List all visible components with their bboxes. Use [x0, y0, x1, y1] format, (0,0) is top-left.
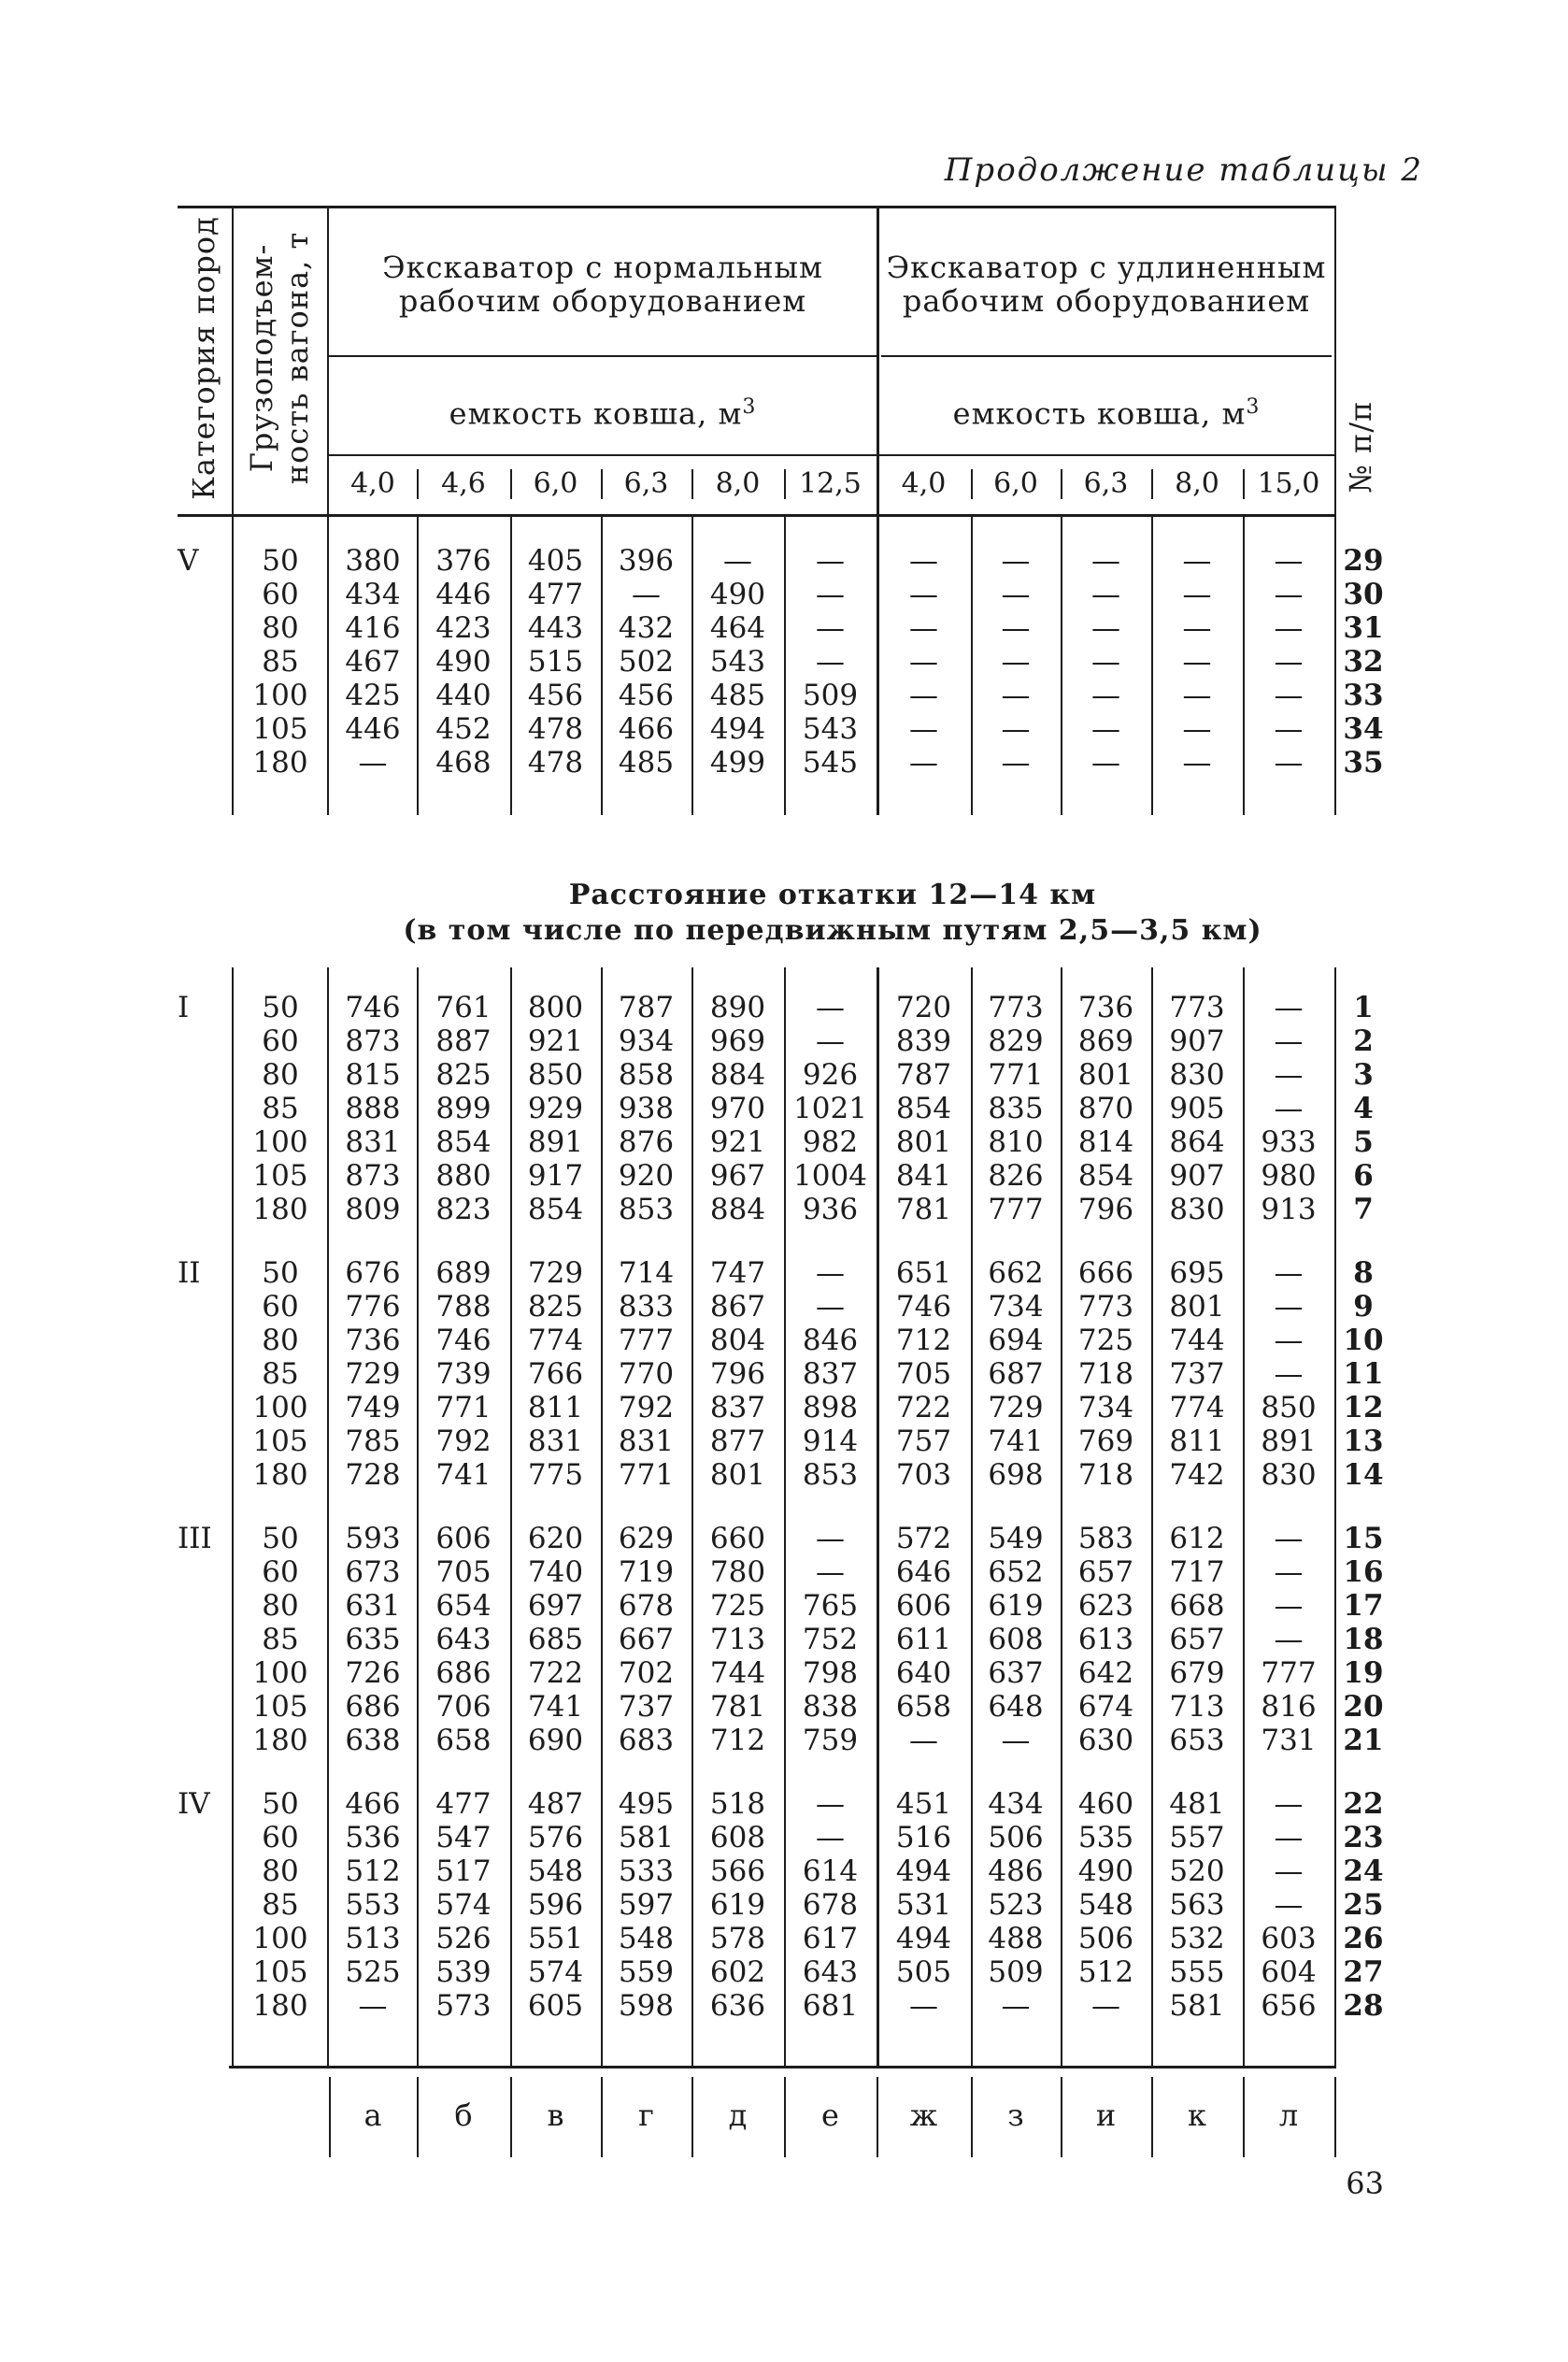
- value-column-в: 487 576 548 596 551 574 605: [527, 1787, 584, 2023]
- value-column-з: — — — — — — —: [1001, 544, 1031, 780]
- value-column-а: 466 536 512 553 513 525 —: [345, 1787, 401, 2023]
- sizes-top-rule: [329, 454, 1336, 456]
- value-column-з: 662 734 694 687 729 741 698: [988, 1256, 1044, 1492]
- bucket-normal-header: [329, 391, 877, 431]
- bucket-long-text: емкость ковша, м: [952, 395, 1247, 432]
- letter-sep: [329, 2077, 331, 2157]
- capacity-header-line1: Грузоподъем-: [244, 243, 279, 473]
- value-column-д: 660 780 725 713 744 781 712: [709, 1522, 766, 1757]
- row-number-list: 8 9 10 11 12 13 14: [1343, 1256, 1384, 1492]
- value-column-а: 593 673 631 635 726 686 638: [345, 1522, 401, 1757]
- column-letter-е: е: [821, 2097, 839, 2133]
- bucket-size-10: 15,0: [1257, 467, 1320, 500]
- capacity-header-line2: ность вагона, т: [279, 231, 315, 485]
- bucket-size-0: 4,0: [350, 467, 395, 500]
- letter-sep: [1334, 2077, 1336, 2157]
- continued-label: Продолжение таблицы 2: [944, 151, 1423, 189]
- long-equipment-header: [881, 251, 1332, 318]
- value-column-з: 549 652 619 608 637 648 —: [988, 1522, 1044, 1757]
- long-group-rule: [881, 355, 1332, 357]
- header-vsep: [232, 206, 234, 514]
- bucket-size-3: 6,3: [623, 467, 669, 500]
- value-column-з: 434 506 486 523 488 509 —: [988, 1787, 1044, 2023]
- letter-sep: [971, 2077, 973, 2157]
- bucket-normal-text: емкость ковша, м: [449, 395, 743, 432]
- letter-sep: [784, 2077, 786, 2157]
- value-column-г: 629 719 678 667 702 737 683: [618, 1522, 675, 1757]
- size-sep: [691, 469, 693, 499]
- size-sep: [601, 469, 603, 499]
- value-column-л: — — — — — — —: [1274, 544, 1304, 780]
- size-sep: [971, 469, 973, 499]
- value-column-з: 773 829 771 835 810 826 777: [988, 991, 1044, 1226]
- letter-sep: [417, 2077, 419, 2157]
- value-column-б: 376 446 423 490 440 452 468: [435, 544, 492, 780]
- value-column-в: 620 740 697 685 722 741 690: [527, 1522, 584, 1757]
- category-label: II: [178, 1256, 201, 1290]
- category-label: IV: [178, 1787, 210, 1821]
- category-header: Категория пород: [186, 216, 221, 500]
- long-header-line1: Экскаватор с удлиненным: [886, 250, 1327, 285]
- wagon-capacity-list: 50 60 80 85 100 105 180: [252, 991, 308, 1226]
- value-column-ж: 651 746 712 705 722 757 703: [895, 1256, 952, 1492]
- value-column-а: 746 873 815 888 831 873 809: [345, 991, 401, 1226]
- value-column-ж: 572 646 606 611 640 658 —: [895, 1522, 952, 1757]
- row-number-list: 22 23 24 25 26 27 28: [1343, 1787, 1384, 2023]
- value-column-и: 460 535 490 548 506 512 —: [1077, 1787, 1134, 2023]
- bucket-long-header: [881, 391, 1332, 431]
- bucket-size-7: 6,0: [993, 467, 1038, 500]
- letter-sep: [601, 2077, 603, 2157]
- value-column-и: 583 657 623 613 642 674 630: [1077, 1522, 1134, 1757]
- value-column-б: 477 547 517 574 526 539 573: [435, 1787, 492, 2023]
- size-sep: [1151, 469, 1153, 499]
- bucket-size-5: 12,5: [799, 467, 862, 500]
- section-caption-line1: Расстояние откатки 12—14 км: [568, 879, 1097, 911]
- letter-sep: [691, 2077, 693, 2157]
- value-column-в: 729 825 774 766 811 831 775: [527, 1256, 584, 1492]
- value-column-г: 787 934 858 938 876 920 853: [618, 991, 675, 1226]
- value-column-е: — — 926 1021 982 1004 936: [793, 991, 867, 1226]
- header-top-rule: [178, 206, 1336, 208]
- value-column-е: — — — — 509 543 545: [802, 544, 859, 780]
- value-column-ж: 720 839 787 854 801 841 781: [895, 991, 952, 1226]
- bucket-size-2: 6,0: [533, 467, 578, 500]
- category-label: I: [178, 991, 190, 1024]
- size-sep: [510, 469, 512, 499]
- column-letter-к: к: [1188, 2097, 1206, 2133]
- column-letter-д: д: [728, 2097, 748, 2133]
- value-column-д: 747 867 804 796 837 877 801: [709, 1256, 766, 1492]
- wagon-capacity-list: 50 60 80 85 100 105 180: [252, 1522, 308, 1757]
- number-header: № п/п: [1343, 400, 1378, 494]
- bucket-size-8: 6,3: [1083, 467, 1129, 500]
- column-letter-а: а: [363, 2097, 382, 2133]
- value-column-д: 518 608 566 619 578 602 636: [709, 1787, 766, 2023]
- long-header-line2: рабочим оборудованием: [902, 283, 1311, 319]
- value-column-е: — — 765 752 798 838 759: [802, 1522, 859, 1757]
- bucket-size-6: 4,0: [901, 467, 947, 500]
- value-column-и: 736 869 801 870 814 854 796: [1077, 991, 1134, 1226]
- column-letter-б: б: [454, 2097, 473, 2133]
- value-column-к: 481 557 520 563 532 555 581: [1169, 1787, 1225, 2023]
- size-sep: [1061, 469, 1062, 499]
- normal-group-rule: [329, 355, 877, 357]
- letter-sep: [510, 2077, 512, 2157]
- letter-sep: [1243, 2077, 1245, 2157]
- category-label: III: [178, 1522, 212, 1555]
- value-column-г: 714 833 777 770 792 831 771: [618, 1256, 675, 1492]
- letter-sep: [877, 2077, 878, 2157]
- size-sep: [1243, 469, 1245, 499]
- value-column-к: 695 801 744 737 774 811 742: [1169, 1256, 1225, 1492]
- normal-header-line1: Экскаватор с нормальным: [382, 250, 823, 285]
- value-column-е: — — 846 837 898 914 853: [802, 1256, 859, 1492]
- column-letter-г: г: [638, 2097, 654, 2133]
- value-column-в: 405 477 443 515 456 478 478: [527, 544, 584, 780]
- value-column-и: — — — — — — —: [1091, 544, 1120, 780]
- size-sep: [784, 469, 786, 499]
- column-letter-ж: ж: [909, 2097, 938, 2133]
- value-column-г: 495 581 533 597 548 559 598: [618, 1787, 675, 2023]
- bucket-size-4: 8,0: [715, 467, 761, 500]
- column-letter-и: и: [1095, 2097, 1117, 2133]
- page-number: 63: [1346, 2166, 1384, 2201]
- normal-header-line2: рабочим оборудованием: [398, 283, 807, 319]
- bucket-normal-unit-sup: 3: [742, 395, 757, 419]
- row-number-list: 1 2 3 4 5 6 7: [1353, 991, 1374, 1226]
- header-bottom-rule: [178, 514, 1336, 517]
- value-column-б: 689 788 746 739 771 792 741: [435, 1256, 492, 1492]
- wagon-capacity-list: 50 60 80 85 100 105 180: [252, 1787, 308, 2023]
- letter-sep: [1151, 2077, 1153, 2157]
- row-number-list: 29 30 31 32 33 34 35: [1343, 544, 1384, 780]
- value-column-б: 606 705 654 643 686 706 658: [435, 1522, 492, 1757]
- wagon-capacity-list: 50 60 80 85 100 105 180: [252, 544, 308, 780]
- value-column-к: 612 717 668 657 679 713 653: [1169, 1522, 1225, 1757]
- value-column-в: 800 921 850 929 891 917 854: [527, 991, 584, 1226]
- value-column-л: — — — — 777 816 731: [1261, 1522, 1317, 1757]
- column-letter-в: в: [547, 2097, 564, 2133]
- value-column-г: 396 — 432 502 456 466 485: [618, 544, 675, 780]
- section-caption-line2: (в том числе по передвижным путям 2,5—3,5 км): [403, 914, 1262, 947]
- bucket-long-unit-sup: 3: [1246, 395, 1261, 419]
- value-column-к: — — — — — — —: [1182, 544, 1212, 780]
- bucket-size-9: 8,0: [1175, 467, 1219, 500]
- column-letter-з: з: [1007, 2097, 1024, 2133]
- row-number-list: 15 16 17 18 19 20 21: [1343, 1522, 1384, 1757]
- value-column-л: — — — — 850 891 830: [1261, 1256, 1317, 1492]
- value-column-а: 380 434 416 467 425 446 —: [345, 544, 401, 780]
- value-column-к: 773 907 830 905 864 907 830: [1169, 991, 1225, 1226]
- value-column-д: — 490 464 543 485 494 499: [709, 544, 766, 780]
- value-column-л: — — — — 603 604 656: [1261, 1787, 1317, 2023]
- normal-equipment-header: [329, 251, 877, 318]
- value-column-ж: 451 516 494 531 494 505 —: [895, 1787, 952, 2023]
- header-vsep: [1334, 206, 1336, 514]
- column-letter-л: л: [1278, 2097, 1299, 2133]
- table-bottom-rule: [229, 2066, 1336, 2069]
- letter-sep: [1061, 2077, 1062, 2157]
- value-column-и: 666 773 725 718 734 769 718: [1077, 1256, 1134, 1492]
- size-sep: [417, 469, 419, 499]
- value-column-д: 890 969 884 970 921 967 884: [709, 991, 766, 1226]
- value-column-е: — — 614 678 617 643 681: [802, 1787, 859, 2023]
- value-column-б: 761 887 825 899 854 880 823: [435, 991, 492, 1226]
- wagon-capacity-list: 50 60 80 85 100 105 180: [252, 1256, 308, 1492]
- value-column-л: — — — — 933 980 913: [1261, 991, 1317, 1226]
- value-column-а: 676 776 736 729 749 785 728: [345, 1256, 401, 1492]
- category-label: V: [178, 544, 199, 578]
- bucket-size-1: 4,6: [441, 467, 486, 500]
- value-column-ж: — — — — — — —: [909, 544, 938, 780]
